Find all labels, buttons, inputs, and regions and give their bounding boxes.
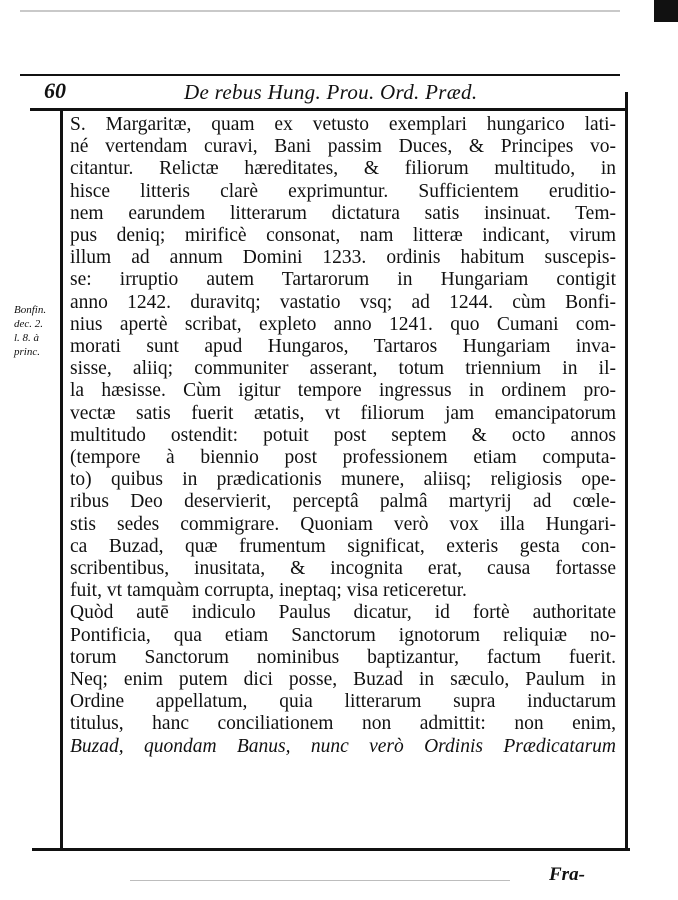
margin-note-line: Bonfin. <box>14 304 47 316</box>
text-line: torum Sanctorum nominibus baptizantur, factum fuerit. <box>70 646 616 668</box>
text-line: (tempore à biennio post professionem etiam computa- <box>70 447 616 469</box>
page-number: 60 <box>44 78 66 103</box>
text-line: la hæsisse. Cùm igitur tempore ingressus in ordinem pro- <box>70 380 616 402</box>
text-line: illum ad annum Domini 1233. ordinis habitum suscepis- <box>70 247 616 269</box>
header-rule <box>30 108 628 111</box>
text-line: ribus Deo deservierit, perceptâ palmâ martyrij ad cœle- <box>70 491 616 513</box>
text-line: Quòd autē indiculo Paulus dicatur, id fortè authoritate <box>70 602 616 624</box>
text-line: Neq; enim putem dici posse, Buzad in sæculo, Paulum in <box>70 669 616 691</box>
right-frame-rule <box>625 92 628 850</box>
text-line: to) quibus in prædicationis munere, aliisq; religiosis ope- <box>70 469 616 491</box>
bottom-rule <box>32 848 630 851</box>
text-line: hisce litteris clarè exprimuntur. Sufficientem eruditio- <box>70 180 616 202</box>
text-line: scribentibus, inusitata, & incognita erat, causa fortasse <box>70 558 616 580</box>
scan-artifact-line <box>130 880 510 881</box>
margin-note-line: l. 8. à <box>14 332 40 344</box>
text-line: S. Margaritæ, quam ex vetusto exemplari hungarico lati- <box>70 114 616 135</box>
text-line: nem earundem litterarum dictatura satis insinuat. Tem- <box>70 202 616 224</box>
text-line: nius apertè scribat, expleto anno 1241. quo Cumani com- <box>70 313 616 335</box>
text-line: multitudo ostendit: potuit post septem & octo annos <box>70 424 616 446</box>
text-line: vectæ satis fuerit ætatis, vt filiorum jam emancipatorum <box>70 402 616 424</box>
text-line: se: irruptio autem Tartarorum in Hungariam contigit <box>70 269 616 291</box>
margin-note-line: dec. 2. <box>14 318 44 330</box>
page-header <box>38 78 628 108</box>
text-line: Ordine appellatum, quia litterarum supra inductarum <box>70 691 616 713</box>
text-line: Buzad, quondam Banus, nunc verò Ordinis Prædicatarum <box>70 735 616 757</box>
margin-note-line: princ. <box>14 346 40 358</box>
text-line: Pontificia, qua etiam Sanctorum ignotorum reliquiæ no- <box>70 624 616 646</box>
scan-artifact-line <box>20 10 620 12</box>
text-line: sisse, aliiq; communiter asserant, totum triennium in il- <box>70 358 616 380</box>
top-rule <box>20 74 620 76</box>
text-line: citantur. Relictæ hæreditates, & filiorum multitudo, in <box>70 158 616 180</box>
running-title: De rebus Hung. Prou. Ord. Præd. <box>184 80 478 104</box>
text-line: stis sedes commigrare. Quoniam verò vox illa Hungari- <box>70 513 616 535</box>
text-line: anno 1242. duravitq; vastatio vsq; ad 1244. cùm Bonfi- <box>70 291 616 313</box>
catchword: Fra- <box>549 864 585 885</box>
text-line: morati sunt apud Hungaros, Tartaros Hungariam inva- <box>70 336 616 358</box>
text-line: fuit, vt tamquàm corrupta, ineptaq; visa reticeretur. <box>70 580 467 602</box>
text-line: titulus, hanc conciliationem non admittit: non enim, <box>70 713 616 735</box>
body-text <box>70 114 622 758</box>
text-line: ca Buzad, quæ frumentum significat, exteris gesta con- <box>70 535 616 557</box>
scan-artifact-corner <box>654 0 678 22</box>
margin-note <box>14 303 60 359</box>
left-frame-rule <box>60 110 63 850</box>
text-line: né vertendam curavi, Bani passim Duces, & Principes vo- <box>70 136 616 158</box>
text-line: pus deniq; mirificè consonat, nam litteræ indicant, virum <box>70 225 616 247</box>
